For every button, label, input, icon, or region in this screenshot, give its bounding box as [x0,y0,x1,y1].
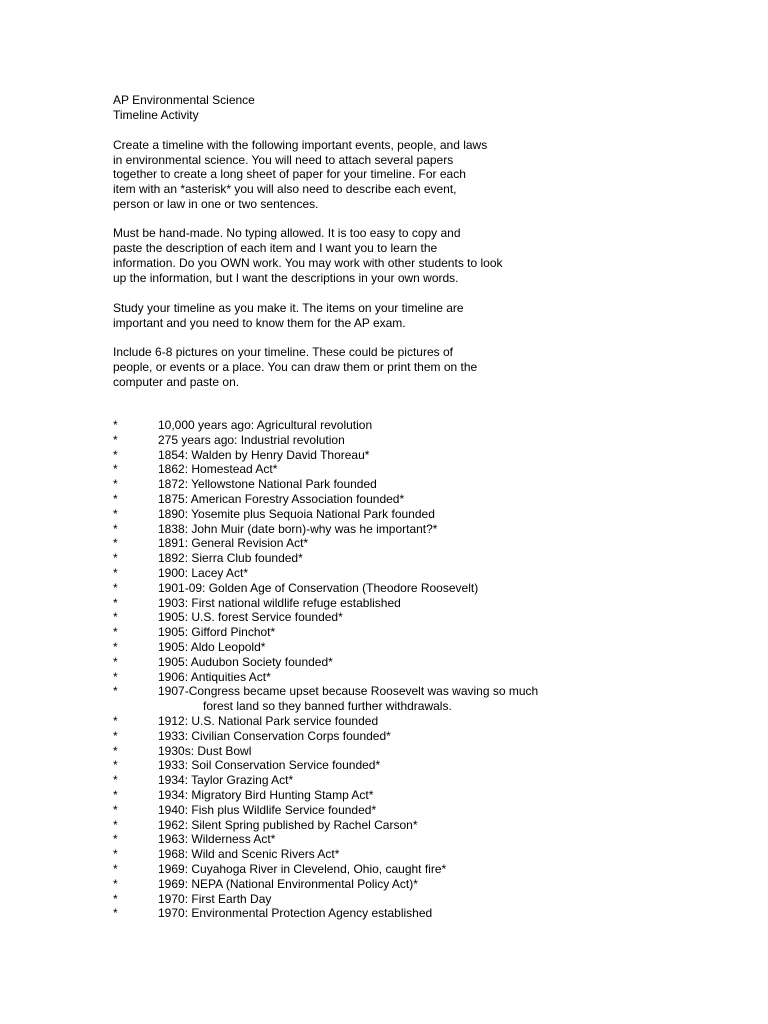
timeline-item-text: 1838: John Muir (date born)-why was he important?* [158,521,438,536]
bullet-asterisk: * [113,906,118,921]
activity-title: Timeline Activity [113,108,199,122]
bullet-asterisk: * [113,861,118,876]
timeline-item [0,477,768,492]
timeline-item [0,566,768,581]
timeline-item [0,625,768,640]
timeline-item-text: 1854: Walden by Henry David Thoreau* [158,447,370,462]
timeline-item-text: 1875: American Forestry Association founded* [158,491,405,506]
timeline-item [0,640,768,655]
intro-p4-line: people, or events or a place. You can draw them or print them on the [113,360,478,374]
bullet-asterisk: * [113,684,118,699]
timeline-item-text: 1901-09: Golden Age of Conservation (Theodore Roosevelt) [158,580,479,595]
timeline-item-text: 1905: Gifford Pinchot* [158,625,276,640]
timeline-item [0,906,768,921]
bullet-asterisk: * [113,876,118,891]
bullet-asterisk: * [113,787,118,802]
bullet-asterisk: * [113,847,118,862]
intro-p1-line: together to create a long sheet of paper for your timeline. For each [113,167,466,181]
course-title: AP Environmental Science [113,93,255,107]
intro-p2-line: information. Do you OWN work. You may work with other students to look [113,256,503,270]
bullet-asterisk: * [113,891,118,906]
bullet-asterisk: * [113,521,118,536]
timeline-item-text: 275 years ago: Industrial revolution [158,432,345,447]
bullet-asterisk: * [113,713,118,728]
timeline-item [0,714,768,729]
timeline-item-text: 1872: Yellowstone National Park founded [158,477,377,492]
timeline-item [0,581,768,596]
intro-p2-line: Must be hand-made. No typing allowed. It is too easy to copy and [113,226,461,240]
bullet-asterisk: * [113,610,118,625]
timeline-item [0,507,768,522]
timeline-item-text: 1892: Sierra Club founded* [158,551,303,566]
timeline-item-text: 1905: Audubon Society founded* [158,654,333,669]
intro-p3-line: important and you need to know them for the AP exam. [113,316,406,330]
timeline-item-text: 1940: Fish plus Wildlife Service founded* [158,802,377,817]
timeline-item-text: 1934: Taylor Grazing Act* [158,773,294,788]
bullet-asterisk: * [113,595,118,610]
bullet-asterisk: * [113,432,118,447]
intro-p4-line: Include 6-8 pictures on your timeline. These could be pictures of [113,345,453,359]
timeline-item [0,877,768,892]
timeline-item [0,418,768,433]
timeline-item-text: 1903: First national wildlife refuge established [158,595,401,610]
bullet-asterisk: * [113,551,118,566]
timeline-item [0,729,768,744]
timeline-item [0,462,768,477]
timeline-item-text: 1907-Congress became upset because Roosevelt was waving so much [158,684,539,699]
timeline-item [0,610,768,625]
bullet-asterisk: * [113,743,118,758]
timeline-item-text: 1906: Antiquities Act* [158,669,271,684]
timeline-item [0,758,768,773]
timeline-item [0,492,768,507]
bullet-asterisk: * [113,565,118,580]
timeline-item [0,788,768,803]
timeline-item-text: 1900: Lacey Act* [158,565,249,580]
bullet-asterisk: * [113,506,118,521]
timeline-item [0,522,768,537]
intro-p1-line: person or law in one or two sentences. [113,197,319,211]
bullet-asterisk: * [113,447,118,462]
intro-p4-line: computer and paste on. [113,375,240,389]
timeline-item [0,803,768,818]
timeline-item [0,596,768,611]
timeline-item-text: 1862: Homestead Act* [158,462,278,477]
timeline-item-text: 1930s: Dust Bowl [158,743,252,758]
bullet-asterisk: * [113,728,118,743]
bullet-asterisk: * [113,832,118,847]
timeline-item-text: 1890: Yosemite plus Sequoia National Park founded [158,506,435,521]
bullet-asterisk: * [113,669,118,684]
timeline-item-text: 1963: Wilderness Act* [158,832,276,847]
bullet-asterisk: * [113,491,118,506]
timeline-item-text: 1912: U.S. National Park service founded [158,713,379,728]
bullet-asterisk: * [113,536,118,551]
timeline-item [0,818,768,833]
bullet-asterisk: * [113,639,118,654]
intro-p1-line: in environmental science. You will need to attach several papers [113,153,454,167]
bullet-asterisk: * [113,418,118,432]
bullet-asterisk: * [113,625,118,640]
timeline-item-text: 1970: First Earth Day [158,891,272,906]
timeline-item-text: 1905: U.S. forest Service founded* [158,610,343,625]
bullet-asterisk: * [113,817,118,832]
timeline-list [0,418,768,921]
timeline-item [0,862,768,877]
bullet-asterisk: * [113,462,118,477]
bullet-asterisk: * [113,802,118,817]
timeline-item-text: 1969: NEPA (National Environmental Policy Act)* [158,876,418,891]
timeline-item [0,684,768,714]
timeline-item-text: 1933: Soil Conservation Service founded* [158,758,381,773]
timeline-item [0,448,768,463]
bullet-asterisk: * [113,773,118,788]
timeline-item-text: 1934: Migratory Bird Hunting Stamp Act* [158,787,374,802]
timeline-item [0,832,768,847]
timeline-item-text: 1933: Civilian Conservation Corps founded* [158,728,391,743]
timeline-item [0,892,768,907]
intro-p3-line: Study your timeline as you make it. The items on your timeline are [113,301,464,315]
timeline-item [0,773,768,788]
intro-p1-line: Create a timeline with the following important events, people, and laws [113,138,488,152]
timeline-item-text: 1968: Wild and Scenic Rivers Act* [158,847,340,862]
timeline-item-text: 1905: Aldo Leopold* [158,639,266,654]
timeline-item-text: 1891: General Revision Act* [158,536,309,551]
bullet-asterisk: * [113,477,118,492]
timeline-item [0,744,768,759]
timeline-item [0,551,768,566]
bullet-asterisk: * [113,654,118,669]
timeline-item-continuation: forest land so they banned further withdrawals. [203,699,452,714]
intro-p2-line: paste the description of each item and I want you to learn the [113,241,438,255]
timeline-item [0,670,768,685]
intro-p2-line: up the information, but I want the descriptions in your own words. [113,271,459,285]
timeline-item-text: 1962: Silent Spring published by Rachel Carson* [158,817,418,832]
timeline-item-text: 1969: Cuyahoga River in Clevelend, Ohio, caught fire* [158,861,447,876]
timeline-item-text: 1970: Environmental Protection Agency established [158,906,433,921]
timeline-item [0,655,768,670]
bullet-asterisk: * [113,758,118,773]
intro-p1-line: item with an *asterisk* you will also need to describe each event, [113,182,457,196]
timeline-item [0,847,768,862]
timeline-item [0,433,768,448]
bullet-asterisk: * [113,580,118,595]
timeline-item-text: 10,000 years ago: Agricultural revolution [158,418,373,432]
timeline-item [0,536,768,551]
